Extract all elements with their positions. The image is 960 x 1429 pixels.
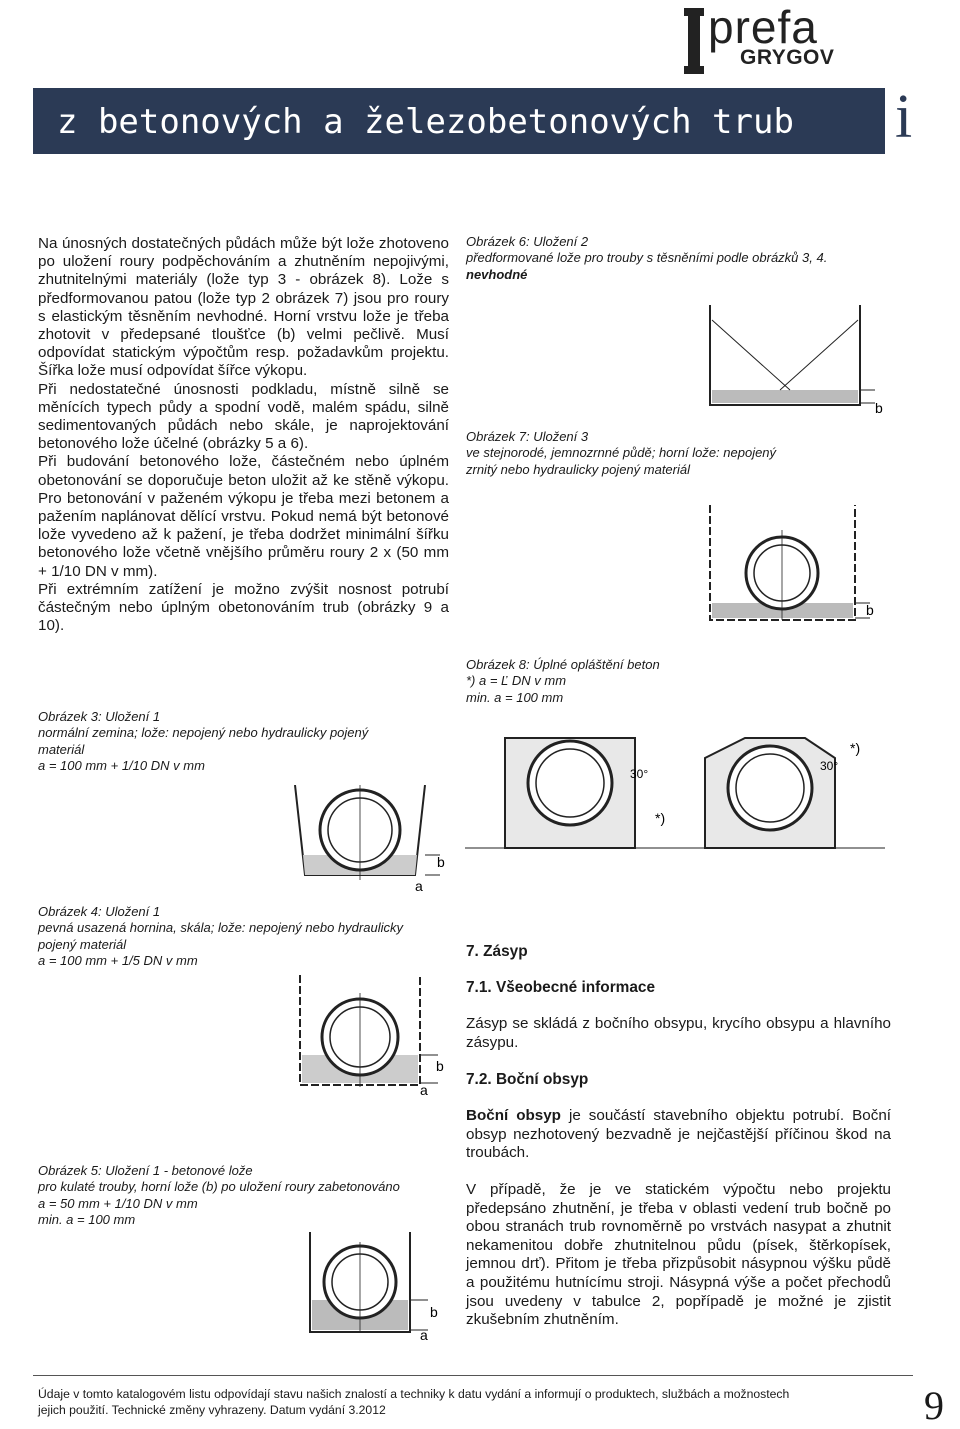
- prefa-logo: [682, 1, 852, 76]
- fig5-label-a: a: [420, 1327, 428, 1342]
- fig8-label-angle-1: 30°: [630, 767, 649, 781]
- fig7-caption: [466, 429, 896, 478]
- fig7-line3: zrnitý nebo hydraulicky pojený materiál: [466, 461, 690, 477]
- logo-wordmark: prefa: [708, 1, 818, 53]
- fig3-label-b: b: [437, 854, 445, 870]
- fig4-caption: [38, 904, 458, 970]
- fig5-diagram: [270, 1232, 465, 1342]
- fig4-title: Obrázek 4: Uložení 1: [38, 904, 161, 919]
- fig5-title: Obrázek 5: Uložení 1 - betonové lože: [38, 1163, 253, 1178]
- fig6-diagram: [690, 305, 890, 425]
- paragraph-2: Při nedostatečné únosnosti podkladu, místně silně se měnících typech půdy a spodní vodě, malém spádu, silně sedimentovaných půdách nebo skále, je naprojektování betonového lože účelné (obrázky 5 a 6).: [38, 380, 449, 453]
- paragraph-7-2: [466, 1107, 891, 1163]
- section-7-1-body: [466, 1015, 891, 1052]
- fig5-label-b: b: [430, 1304, 438, 1320]
- section-7-2-body: [466, 1107, 891, 1163]
- paragraph-4: Při extrémním zatížení je možno zvýšit nosnost potrubí částečným nebo úplným obetonováním trub (obrázky 9 a 10).: [38, 580, 449, 635]
- paragraph-1: Na únosných dostatečných půdách může být lože zhotoveno po uložení roury podpěchováním a zhutněním nepojivými, zhutnitelnými materiály (lože typ 3 - obrázek 8). Lože s předformovanou patou (lože typ 2 obrázek 7) jsou pro roury s elastickým těsněním nevhodné. Horní vrstvu lože je třeba zhotovit v předepsané tloušťce (b) velmi pečlivě. Musí odpovídat statickým výpočtům resp. požadavkům projektu. Šířka lože musí odpovídat šířce výkopu.: [38, 235, 449, 380]
- column-icon: [684, 8, 704, 74]
- section-7-2-body-2: [466, 1181, 891, 1330]
- fig8-diagram: [465, 718, 885, 868]
- fig6-line2: předformované lože pro trouby s těsněními podle obrázků 3, 4.: [466, 250, 828, 266]
- fig8-line2: *) a = Ľ DN v mm: [466, 673, 567, 689]
- fig8-label-star-2: *): [850, 740, 861, 756]
- footer-divider: [33, 1375, 913, 1376]
- fig8-caption: [466, 657, 896, 706]
- fig6-unsuitable: nevhodné: [466, 266, 528, 282]
- fig6-caption: [466, 234, 896, 283]
- logo-subtitle: GRYGOV: [740, 46, 835, 69]
- heading-7: 7. Zásyp: [466, 943, 528, 960]
- fig4-label-a: a: [420, 1082, 428, 1098]
- info-icon: i: [895, 83, 913, 151]
- fig3-line2: normální zemina; lože: nepojený nebo hydraulicky pojený: [38, 725, 369, 741]
- fig5-line4: min. a = 100 mm: [38, 1212, 136, 1228]
- fig6-label-b: b: [875, 400, 883, 416]
- paragraph-3: Při budování betonového lože, částečném nebo úplném obetonování se doporučuje beton uložit až ke stěně výkopu. Pro betonování v paženém výkopu je třeba mezi betonem a pažením naplánovat dělící vrstvu. Pokud nemá být betonové lože vyvedeno až k pažení, je třeba dodržet minimální šířku betonového lože včetně vnějšího průměru roury 2 x (50 mm + 1/10 DN v mm).: [38, 453, 449, 580]
- fig4-diagram: [270, 975, 465, 1100]
- fig4-line2: pevná usazená hornina, skála; lože: nepojený nebo hydraulicky: [38, 920, 403, 936]
- heading-7-1: 7.1. Všeobecné informace: [466, 979, 656, 996]
- fig3-caption: [38, 709, 458, 775]
- fig7-line2: ve stejnorodé, jemnozrnné půdě; horní lože: nepojený: [466, 445, 777, 461]
- section-7-2: [466, 1071, 891, 1089]
- footer-disclaimer: Údaje v tomto katalogovém listu odpovídají stavu našich znalostí a techniky k datu vydání a informují o produktech, službách a možnostech jejich použití. Technické změny vyhrazeny. Datum vydání 3.2012: [38, 1387, 790, 1417]
- fig3-diagram: [265, 785, 460, 895]
- fig4-line4: a = 100 mm + 1/5 DN v mm: [38, 953, 198, 969]
- heading-7-2: 7.2. Boční obsyp: [466, 1071, 589, 1088]
- fig3-label-a: a: [415, 878, 423, 894]
- fig8-label-star-1: *): [655, 810, 666, 826]
- fig5-line3: a = 50 mm + 1/10 DN v mm: [38, 1195, 198, 1211]
- fig8-title: Obrázek 8: Úplné opláštění beton: [466, 657, 660, 672]
- paragraph-7-2-rest: je součástí stavebního objektu potrubí. Boční obsyp nezhotovený bezvadně je nejčastější příčinou škod na troubách.: [466, 1107, 891, 1162]
- fig3-line4: a = 100 mm + 1/10 DN v mm: [38, 758, 205, 774]
- fig4-label-b: b: [436, 1058, 444, 1074]
- page-number: 9: [924, 1383, 944, 1428]
- fig5-line2: pro kulaté trouby, horní lože (b) po uložení roury zabetonováno: [38, 1179, 400, 1195]
- paragraph-7-3: V případě, že je ve statickém výpočtu nebo projektu předepsáno zhutnění, je třeba v oblasti vedení trub bočně po obou stranách trub rovnoměrně po vrstvách nasypat a zhutnit nekamenitou dobře zhutnitelnou půdu (písek, štěrkopísek, jemnou drť). Přitom je třeba přizpůsobit násypnou výšku půdě a použitému hutnícímu stroji. Násypná výše a počet přechodů jsou uvedeny v tabulce 2, popřípadě je možné je zjistit zkušebním zhutněním.: [466, 1181, 891, 1329]
- page-title: z betonových a železobetonových trub: [57, 102, 794, 142]
- fig6-title: Obrázek 6: Uložení 2: [466, 234, 589, 249]
- fig5-caption: [38, 1163, 458, 1229]
- fig8-line3: min. a = 100 mm: [466, 689, 564, 705]
- section-7-1: [466, 979, 891, 997]
- paragraph-7-1: Zásyp se skládá z bočního obsypu, krycího obsypu a hlavního zásypu.: [466, 1015, 891, 1051]
- fig4-line3: pojený materiál: [38, 936, 127, 952]
- left-body: [38, 235, 449, 635]
- fig7-diagram: [690, 505, 890, 630]
- fig8-label-angle-2: 30°: [820, 759, 839, 773]
- fig7-label-b: b: [866, 602, 874, 618]
- fig7-title: Obrázek 7: Uložení 3: [466, 429, 589, 444]
- title-banner: [33, 88, 885, 154]
- section-7: [466, 943, 891, 961]
- fig3-title: Obrázek 3: Uložení 1: [38, 709, 161, 724]
- bold-term: Boční obsyp: [466, 1107, 561, 1124]
- fig3-line3: materiál: [38, 741, 85, 757]
